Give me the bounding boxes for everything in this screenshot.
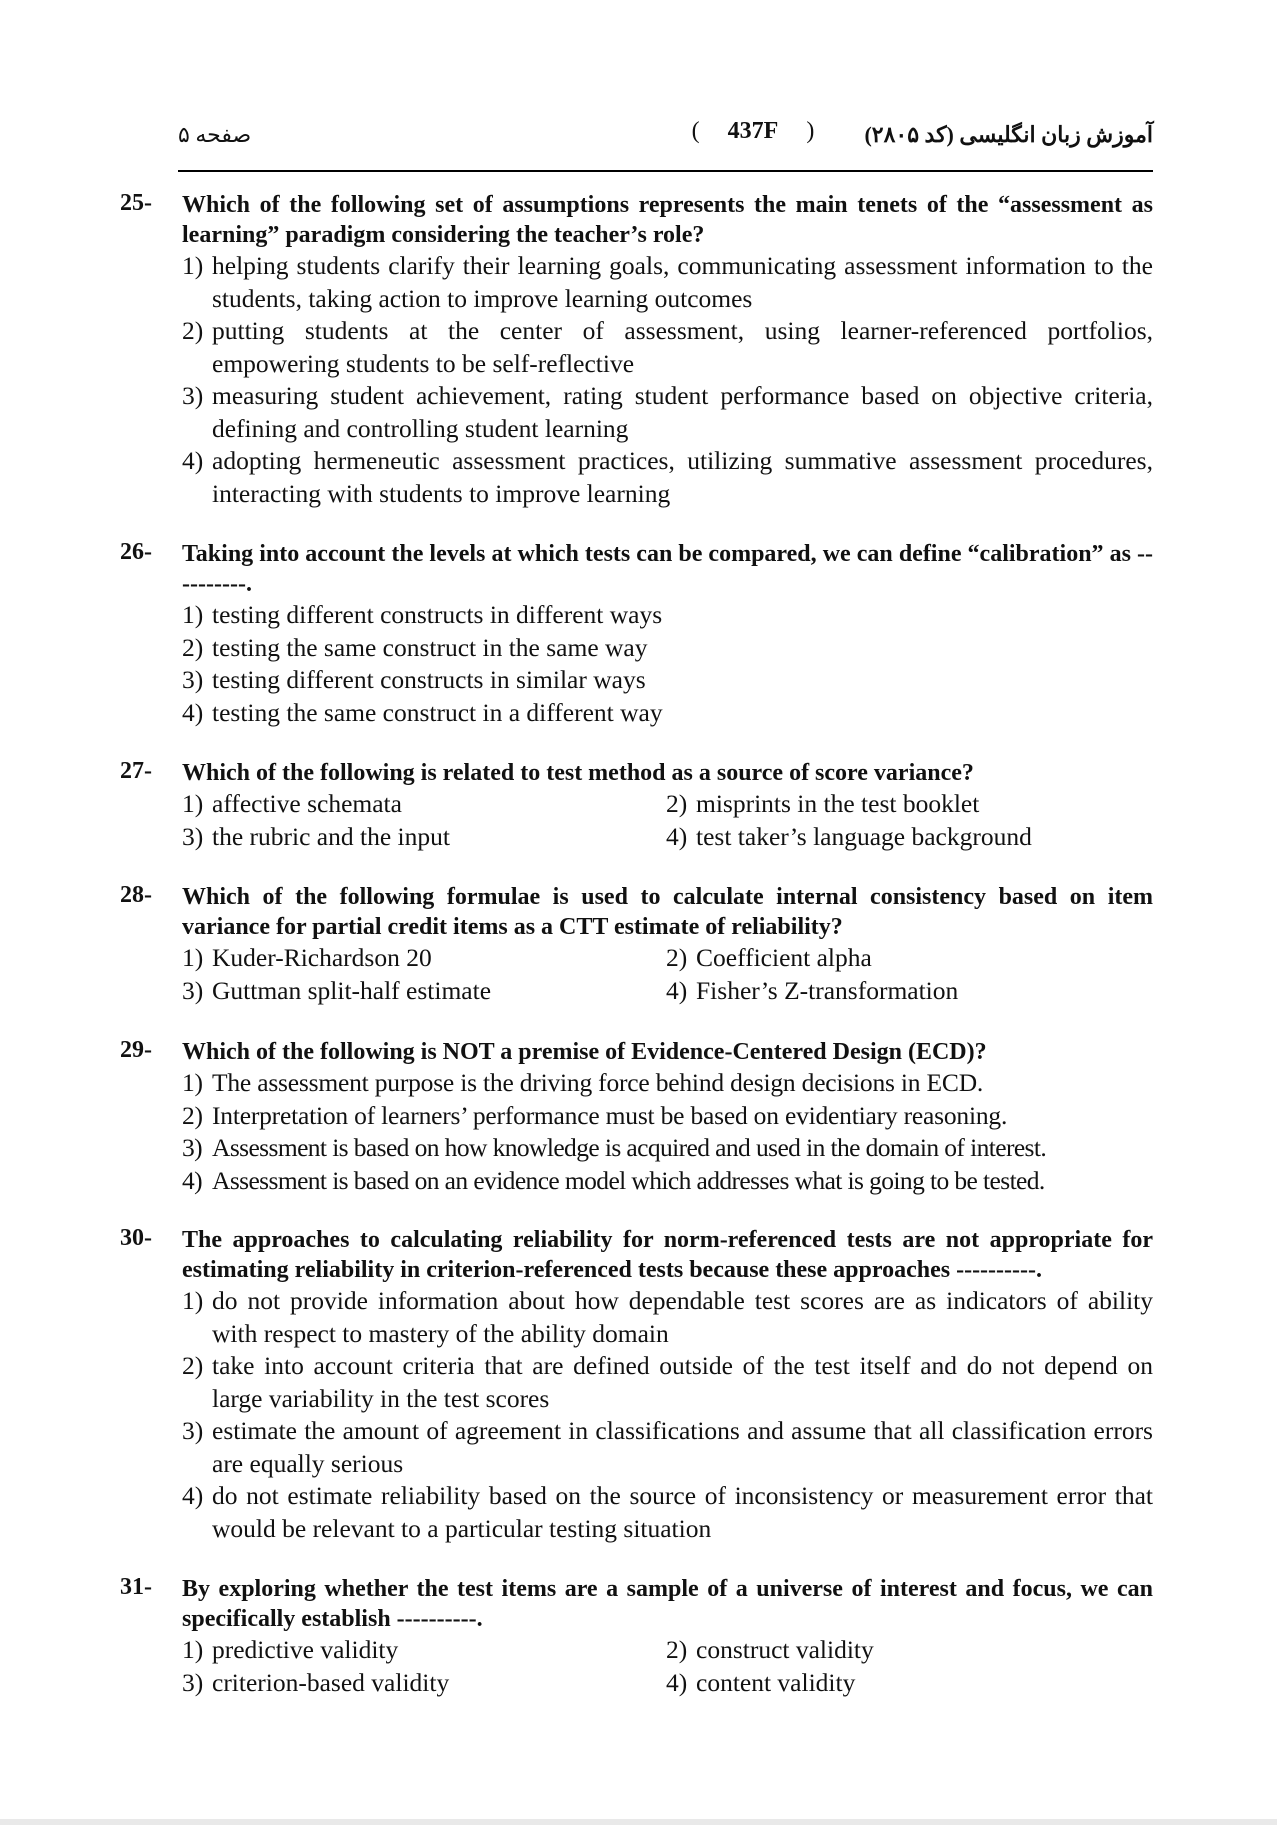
option: 1) do not provide information about how dependable test scores are as indicators of ability with respect to mastery of the ability domain	[182, 1286, 1153, 1348]
question-number: 31-	[120, 1574, 152, 1600]
option: 2) testing the same construct in the same way	[182, 632, 648, 662]
options-list	[182, 599, 1153, 729]
option: 4) Assessment is based on an evidence model which addresses what is going to be tested.	[182, 1165, 1045, 1195]
option: 1) helping students clarify their learning goals, communicating assessment information to the students, taking action to improve learning outcomes	[182, 251, 1153, 313]
option: 2) construct validity	[666, 1635, 874, 1664]
question-29	[120, 1037, 1153, 1197]
question-number: 26-	[120, 539, 152, 565]
options-list	[182, 1067, 1153, 1197]
option: 4) testing the same construct in a different way	[182, 697, 663, 727]
question-31	[120, 1574, 1153, 1699]
options-grid	[182, 788, 1153, 853]
question-stem: Taking into account the levels at which tests can be compared, we can define “calibration” as ----------.	[182, 541, 1153, 597]
option: 1) Kuder-Richardson 20	[182, 943, 432, 972]
option: 3) estimate the amount of agreement in classifications and assume that all classification errors are equally serious	[182, 1416, 1153, 1478]
question-number: 27-	[120, 758, 152, 784]
question-30	[120, 1225, 1153, 1545]
option: 3) Assessment is based on how knowledge is acquired and used in the domain of interest.	[182, 1133, 1047, 1162]
option: 3) criterion-based validity	[182, 1667, 450, 1697]
option: 4) content validity	[666, 1667, 856, 1697]
question-27	[120, 758, 1153, 853]
options-grid	[182, 1634, 1153, 1699]
page-number-label: صفحه ۵	[178, 122, 252, 147]
options-list	[182, 1285, 1153, 1545]
option: 1) testing different constructs in different ways	[182, 600, 663, 629]
options-grid	[182, 942, 1153, 1007]
option: 3) measuring student achievement, rating student performance based on objective criteria, defining and controlling student learning	[182, 381, 1153, 443]
option: 4) adopting hermeneutic assessment practices, utilizing summative assessment procedures, interacting with students to improve learning	[182, 446, 1153, 508]
option: 2) misprints in the test booklet	[666, 789, 980, 818]
option: 2) take into account criteria that are defined outside of the test itself and do not depend on large variability in the test scores	[182, 1351, 1153, 1413]
question-stem: Which of the following set of assumptions represents the main tenets of the “assessment as learning” paradigm considering the teacher’s role?	[182, 192, 1153, 248]
option: 2) Interpretation of learners’ performance must be based on evidentiary reasoning.	[182, 1100, 1008, 1130]
question-28	[120, 882, 1153, 1007]
subject-title: آموزش زبان انگلیسی (کد ۲۸۰۵)	[864, 122, 1153, 147]
question-26	[120, 539, 1153, 729]
question-stem: Which of the following formulae is used to calculate internal consistency based on item variance for partial credit items as a CTT estimate of reliability?	[182, 884, 1153, 940]
page-header	[178, 118, 1153, 148]
option: 4) do not estimate reliability based on the source of inconsistency or measurement error that would be relevant to a particular testing situation	[182, 1481, 1153, 1543]
scan-bottom-edge	[0, 1819, 1277, 1825]
option: 3) Guttman split-half estimate	[182, 975, 492, 1005]
booklet-code: ( 437F )	[691, 118, 815, 144]
question-number: 25-	[120, 190, 152, 216]
option: 3) testing different constructs in similar ways	[182, 665, 646, 694]
question-number: 28-	[120, 882, 152, 908]
question-stem: The approaches to calculating reliability for norm-referenced tests are not appropriate for estimating reliability in criterion-referenced tests because these approaches ----------.	[182, 1227, 1153, 1283]
option: 4) test taker’s language background	[666, 821, 1032, 851]
question-stem: Which of the following is NOT a premise of Evidence-Centered Design (ECD)?	[182, 1039, 987, 1065]
option: 1) The assessment purpose is the driving force behind design decisions in ECD.	[182, 1068, 984, 1097]
option: 1) affective schemata	[182, 789, 402, 818]
option: 2) putting students at the center of assessment, using learner-referenced portfolios, empowering students to be self-reflective	[182, 316, 1153, 378]
option: 1) predictive validity	[182, 1635, 399, 1664]
option: 4) Fisher’s Z-transformation	[666, 975, 959, 1005]
question-number: 30-	[120, 1225, 152, 1251]
header-divider	[178, 170, 1153, 172]
options-list	[182, 250, 1153, 510]
question-stem: By exploring whether the test items are a sample of a universe of interest and focus, we can specifically establish ----------.	[182, 1576, 1153, 1632]
question-number: 29-	[120, 1037, 152, 1063]
option: 2) Coefficient alpha	[666, 943, 872, 972]
question-stem: Which of the following is related to test method as a source of score variance?	[182, 760, 974, 786]
option: 3) the rubric and the input	[182, 821, 450, 851]
question-25	[120, 190, 1153, 510]
